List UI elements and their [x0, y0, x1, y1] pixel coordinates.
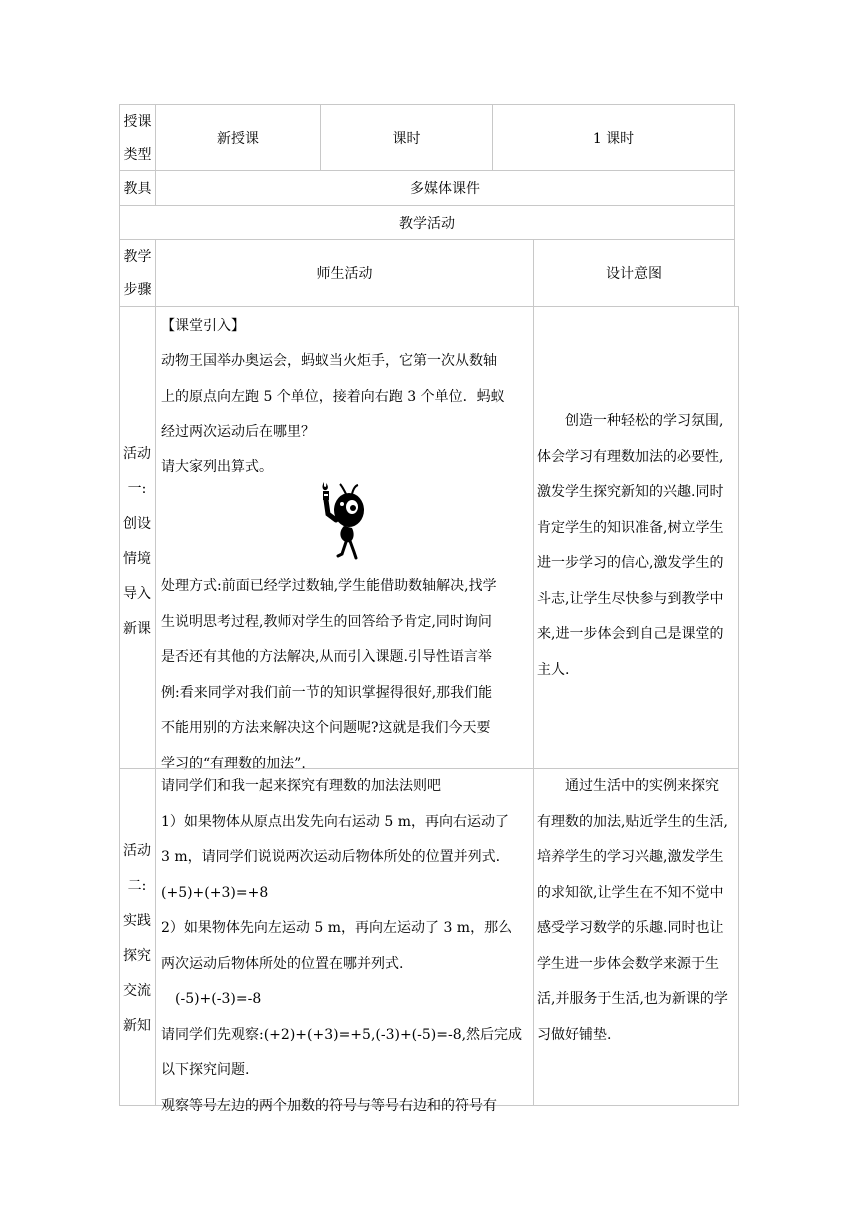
activity1-design: 创造一种轻松的学习氛围, 体会学习有理数加法的必要性, 激发学生探究新知的兴趣.同时 肯定学生的知识准备,树立学生 进一步学习的信心,激发学生的 斗志,让学生尽快参与到教学中 来,进一步体会到自己是课堂的 主人.	[537, 413, 724, 678]
teacher-student-header: 师生活动	[316, 266, 373, 282]
lesson-type-value-cell	[155, 104, 321, 171]
period-label-cell	[320, 104, 493, 171]
activity2-content: 请同学们和我一起来探究有理数的加法法则吧 1）如果物体从原点出发先向右运动 5 m，再向右运动了 3 m，请同学们说说两次运动后物体所处的位置并列式. (+5)+(+3)=+8 2）如果物体先向左运动 5 m，再向左运动了 3 m，那么 两次运动后物体所处的位置在哪并列式. (-5)+(-3)=-8 请同学们先观察:(+2)+(+3)=+5,(-3)+(-5)=-8,然后完成 以下探究问题. 观察等号左边的两个加数的符号与等号右边和的符号有	[161, 778, 523, 1114]
activities-title-cell	[119, 205, 735, 240]
teacher-student-header-cell	[155, 239, 534, 307]
activity2-design: 通过生活中的实例来探究 有理数的加法,贴近学生的生活, 培养学生的学习兴趣,激发学生 的求知欲,让学生在不知不觉中 感受学习数学的乐趣.同时也让 学生进一步体会数学来源于生 活,并服务于生活,也为新课的学 习做好铺垫.	[537, 778, 728, 1043]
lesson-type-label-cell	[119, 104, 156, 171]
design-header: 设计意图	[606, 266, 662, 282]
ant-torch-bearer-icon	[316, 480, 372, 560]
activity1-heading: 【课堂引入】	[161, 318, 245, 334]
tools-value-cell	[155, 170, 735, 206]
design-header-cell	[533, 239, 735, 307]
period-value-cell	[492, 104, 735, 171]
period-label: 课时	[392, 130, 421, 147]
activity1-prompt: 请大家列出算式。	[161, 459, 273, 475]
activity1-handling: 处理方式:前面已经学过数轴,学生能借助数轴解决,找学 生说明思考过程,教师对学生的回答给予肯定,同时询问 是否还有其他的方法解决,从而引入课题.引导性语言举 例:看来同学对我们前一节的知识掌握得很好,那我们能 不能用别的方法来解决这个问题呢?这就是我们今天要 学习的“有理数的加法”.	[161, 578, 497, 772]
tools-label-cell	[119, 170, 156, 206]
activities-title: 教学活动	[399, 215, 455, 232]
tools-value: 多媒体课件	[410, 181, 480, 197]
activity2-label: 活动 二: 实践 探究 交流 新知	[123, 843, 151, 1034]
lesson-type-value: 新授课	[217, 130, 259, 147]
period-value: 1 课时	[592, 130, 635, 147]
activity1-label: 活动 一: 创设 情境 导入 新课	[123, 446, 151, 637]
tools-label: 教具	[123, 181, 152, 197]
lesson-type-label: 授课 类型	[123, 114, 152, 163]
steps-label: 教学 步骤	[123, 249, 152, 298]
steps-label-cell	[119, 239, 156, 307]
activity1-intro: 动物王国举办奥运会，蚂蚁当火炬手，它第一次从数轴 上的原点向左跑 5 个单位，接着向右跑 3 个单位．蚂蚁 经过两次运动后在哪里？	[161, 353, 505, 440]
